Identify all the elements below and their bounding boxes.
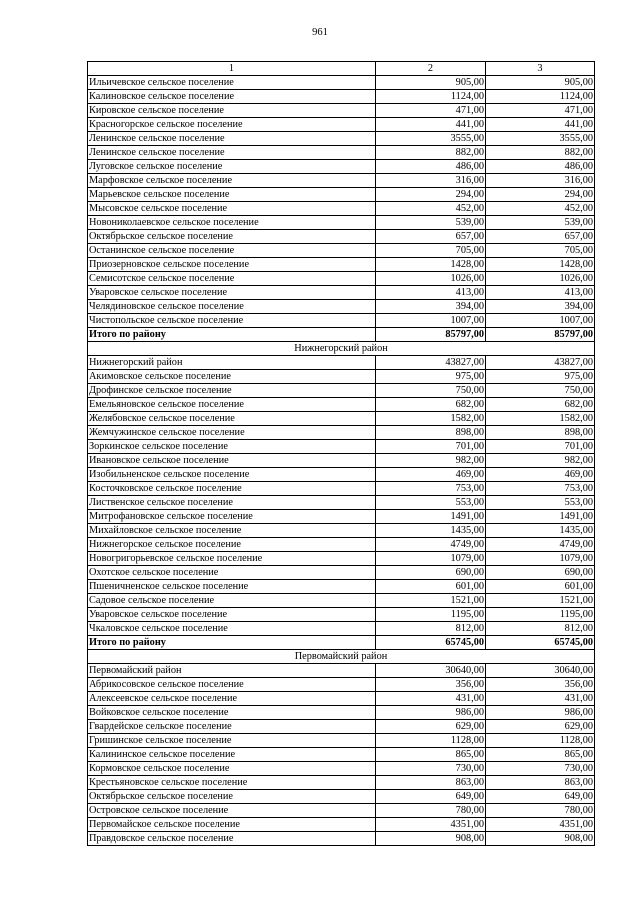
value-col-2: 982,00 bbox=[376, 454, 486, 468]
value-col-3: 705,00 bbox=[486, 244, 595, 258]
value-col-2: 1124,00 bbox=[376, 90, 486, 104]
table-row bbox=[88, 244, 595, 258]
value-col-3: 1079,00 bbox=[486, 552, 595, 566]
value-col-2: 43827,00 bbox=[376, 356, 486, 370]
table-body bbox=[88, 62, 595, 846]
settlement-name: Кировское сельское поселение bbox=[88, 104, 376, 118]
value-col-2: 1026,00 bbox=[376, 272, 486, 286]
value-col-2: 1435,00 bbox=[376, 524, 486, 538]
value-col-3: 4749,00 bbox=[486, 538, 595, 552]
value-col-3: 452,00 bbox=[486, 202, 595, 216]
value-col-3: 1195,00 bbox=[486, 608, 595, 622]
value-col-3: 431,00 bbox=[486, 692, 595, 706]
settlement-name: Ленинское сельское поселение bbox=[88, 146, 376, 160]
table-row bbox=[88, 230, 595, 244]
value-col-3: 898,00 bbox=[486, 426, 595, 440]
value-col-2: 471,00 bbox=[376, 104, 486, 118]
table-row bbox=[88, 146, 595, 160]
settlement-name: Ильичевское сельское поселение bbox=[88, 76, 376, 90]
value-col-2: 3555,00 bbox=[376, 132, 486, 146]
settlement-name: Ленинское сельское поселение bbox=[88, 132, 376, 146]
settlement-name: Чкаловское сельское поселение bbox=[88, 622, 376, 636]
table-row bbox=[88, 776, 595, 790]
value-col-3: 85797,00 bbox=[486, 328, 595, 342]
value-col-2: 701,00 bbox=[376, 440, 486, 454]
value-col-3: 1128,00 bbox=[486, 734, 595, 748]
value-col-3: 441,00 bbox=[486, 118, 595, 132]
value-col-2: 553,00 bbox=[376, 496, 486, 510]
value-col-2: 30640,00 bbox=[376, 664, 486, 678]
table-row bbox=[88, 272, 595, 286]
value-col-2: 1521,00 bbox=[376, 594, 486, 608]
settlement-name: Уваровское сельское поселение bbox=[88, 608, 376, 622]
value-col-3: 730,00 bbox=[486, 762, 595, 776]
table-row bbox=[88, 496, 595, 510]
settlement-name: Ивановское сельское поселение bbox=[88, 454, 376, 468]
table-row bbox=[88, 762, 595, 776]
value-col-3: 65745,00 bbox=[486, 636, 595, 650]
table-row bbox=[88, 174, 595, 188]
table-row bbox=[88, 216, 595, 230]
value-col-3: 1491,00 bbox=[486, 510, 595, 524]
value-col-2: 908,00 bbox=[376, 832, 486, 846]
value-col-2: 812,00 bbox=[376, 622, 486, 636]
table-row bbox=[88, 202, 595, 216]
value-col-2: 905,00 bbox=[376, 76, 486, 90]
value-col-3: 629,00 bbox=[486, 720, 595, 734]
value-col-2: 730,00 bbox=[376, 762, 486, 776]
value-col-3: 753,00 bbox=[486, 482, 595, 496]
value-col-3: 486,00 bbox=[486, 160, 595, 174]
value-col-3: 316,00 bbox=[486, 174, 595, 188]
table-row bbox=[88, 104, 595, 118]
table-row bbox=[88, 118, 595, 132]
table-row bbox=[88, 188, 595, 202]
settlement-name: Новогригорьевское сельское поселение bbox=[88, 552, 376, 566]
settlement-name: Октябрьское сельское поселение bbox=[88, 230, 376, 244]
settlement-name: Луговское сельское поселение bbox=[88, 160, 376, 174]
value-col-2: 705,00 bbox=[376, 244, 486, 258]
table-row bbox=[88, 300, 595, 314]
settlement-name: Уваровское сельское поселение bbox=[88, 286, 376, 300]
budget-table bbox=[87, 61, 595, 846]
section-row bbox=[88, 650, 595, 664]
value-col-2: 629,00 bbox=[376, 720, 486, 734]
value-col-2: 780,00 bbox=[376, 804, 486, 818]
page-number: 961 bbox=[312, 27, 328, 38]
table-row bbox=[88, 580, 595, 594]
settlement-name: Калининское сельское поселение bbox=[88, 748, 376, 762]
table-row bbox=[88, 384, 595, 398]
settlement-name: Желябовское сельское поселение bbox=[88, 412, 376, 426]
value-col-3: 812,00 bbox=[486, 622, 595, 636]
table-row bbox=[88, 510, 595, 524]
table-row bbox=[88, 720, 595, 734]
settlement-name: Зоркинское сельское поселение bbox=[88, 440, 376, 454]
table-row bbox=[88, 734, 595, 748]
value-col-3: 294,00 bbox=[486, 188, 595, 202]
header-row bbox=[88, 62, 595, 76]
table-row bbox=[88, 748, 595, 762]
value-col-2: 1428,00 bbox=[376, 258, 486, 272]
settlement-name: Дрофинское сельское поселение bbox=[88, 384, 376, 398]
value-col-2: 863,00 bbox=[376, 776, 486, 790]
value-col-3: 975,00 bbox=[486, 370, 595, 384]
value-col-3: 601,00 bbox=[486, 580, 595, 594]
value-col-2: 469,00 bbox=[376, 468, 486, 482]
table-row bbox=[88, 440, 595, 454]
value-col-2: 657,00 bbox=[376, 230, 486, 244]
table-row bbox=[88, 398, 595, 412]
settlement-name: Октябрьское сельское поселение bbox=[88, 790, 376, 804]
value-col-3: 553,00 bbox=[486, 496, 595, 510]
settlement-name: Митрофановское сельское поселение bbox=[88, 510, 376, 524]
table-row bbox=[88, 706, 595, 720]
value-col-3: 657,00 bbox=[486, 230, 595, 244]
settlement-name: Акимовское сельское поселение bbox=[88, 370, 376, 384]
settlement-name: Первомайский район bbox=[88, 664, 376, 678]
settlement-name: Изобильненское сельское поселение bbox=[88, 468, 376, 482]
table-row bbox=[88, 76, 595, 90]
header-col-3: 3 bbox=[486, 62, 595, 76]
settlement-name: Чистопольское сельское поселение bbox=[88, 314, 376, 328]
value-col-2: 1079,00 bbox=[376, 552, 486, 566]
table-row bbox=[88, 412, 595, 426]
value-col-2: 452,00 bbox=[376, 202, 486, 216]
value-col-2: 1007,00 bbox=[376, 314, 486, 328]
value-col-3: 1521,00 bbox=[486, 594, 595, 608]
table-row bbox=[88, 678, 595, 692]
table-row bbox=[88, 692, 595, 706]
settlement-name: Лиственское сельское поселение bbox=[88, 496, 376, 510]
table-row bbox=[88, 160, 595, 174]
table-row bbox=[88, 468, 595, 482]
table-row bbox=[88, 790, 595, 804]
value-col-2: 750,00 bbox=[376, 384, 486, 398]
table-row bbox=[88, 132, 595, 146]
value-col-3: 701,00 bbox=[486, 440, 595, 454]
value-col-2: 1195,00 bbox=[376, 608, 486, 622]
value-col-2: 753,00 bbox=[376, 482, 486, 496]
header-col-2: 2 bbox=[376, 62, 486, 76]
settlement-name: Нижнегорское сельское поселение bbox=[88, 538, 376, 552]
value-col-2: 356,00 bbox=[376, 678, 486, 692]
settlement-name: Садовое сельское поселение bbox=[88, 594, 376, 608]
value-col-3: 43827,00 bbox=[486, 356, 595, 370]
settlement-name: Новониколаевское сельское поселение bbox=[88, 216, 376, 230]
value-col-2: 4351,00 bbox=[376, 818, 486, 832]
value-col-2: 1582,00 bbox=[376, 412, 486, 426]
total-row bbox=[88, 328, 595, 342]
settlement-name: Войковское сельское поселение bbox=[88, 706, 376, 720]
settlement-name: Останинское сельское поселение bbox=[88, 244, 376, 258]
table-row bbox=[88, 664, 595, 678]
table-row bbox=[88, 426, 595, 440]
table-row bbox=[88, 90, 595, 104]
table-row bbox=[88, 370, 595, 384]
table-row bbox=[88, 818, 595, 832]
settlement-name: Челядиновское сельское поселение bbox=[88, 300, 376, 314]
settlement-name: Абрикосовское сельское поселение bbox=[88, 678, 376, 692]
table-row bbox=[88, 566, 595, 580]
value-col-3: 539,00 bbox=[486, 216, 595, 230]
value-col-2: 601,00 bbox=[376, 580, 486, 594]
settlement-name: Семисотское сельское поселение bbox=[88, 272, 376, 286]
settlement-name: Марьевское сельское поселение bbox=[88, 188, 376, 202]
value-col-2: 1128,00 bbox=[376, 734, 486, 748]
value-col-3: 413,00 bbox=[486, 286, 595, 300]
value-col-2: 316,00 bbox=[376, 174, 486, 188]
value-col-2: 486,00 bbox=[376, 160, 486, 174]
value-col-2: 394,00 bbox=[376, 300, 486, 314]
value-col-3: 471,00 bbox=[486, 104, 595, 118]
settlement-name: Емельяновское сельское поселение bbox=[88, 398, 376, 412]
section-row bbox=[88, 342, 595, 356]
value-col-3: 394,00 bbox=[486, 300, 595, 314]
section-title: Нижнегорский район bbox=[88, 342, 595, 356]
table-row bbox=[88, 608, 595, 622]
total-row bbox=[88, 636, 595, 650]
value-col-3: 1124,00 bbox=[486, 90, 595, 104]
value-col-2: 1491,00 bbox=[376, 510, 486, 524]
value-col-2: 682,00 bbox=[376, 398, 486, 412]
value-col-3: 982,00 bbox=[486, 454, 595, 468]
value-col-3: 4351,00 bbox=[486, 818, 595, 832]
settlement-name: Косточковское сельское поселение bbox=[88, 482, 376, 496]
value-col-3: 356,00 bbox=[486, 678, 595, 692]
settlement-name: Алексеевское сельское поселение bbox=[88, 692, 376, 706]
settlement-name: Итого по району bbox=[88, 636, 376, 650]
table-row bbox=[88, 832, 595, 846]
value-col-3: 780,00 bbox=[486, 804, 595, 818]
value-col-2: 4749,00 bbox=[376, 538, 486, 552]
value-col-3: 30640,00 bbox=[486, 664, 595, 678]
settlement-name: Пшеничненское сельское поселение bbox=[88, 580, 376, 594]
value-col-3: 882,00 bbox=[486, 146, 595, 160]
table-row bbox=[88, 524, 595, 538]
value-col-3: 905,00 bbox=[486, 76, 595, 90]
table-row bbox=[88, 356, 595, 370]
value-col-3: 986,00 bbox=[486, 706, 595, 720]
value-col-3: 1582,00 bbox=[486, 412, 595, 426]
value-col-2: 413,00 bbox=[376, 286, 486, 300]
header-col-1: 1 bbox=[88, 62, 376, 76]
value-col-2: 65745,00 bbox=[376, 636, 486, 650]
table-row bbox=[88, 286, 595, 300]
value-col-3: 865,00 bbox=[486, 748, 595, 762]
table-row bbox=[88, 622, 595, 636]
value-col-2: 975,00 bbox=[376, 370, 486, 384]
value-col-2: 441,00 bbox=[376, 118, 486, 132]
value-col-2: 865,00 bbox=[376, 748, 486, 762]
table-row bbox=[88, 314, 595, 328]
settlement-name: Охотское сельское поселение bbox=[88, 566, 376, 580]
settlement-name: Крестьяновское сельское поселение bbox=[88, 776, 376, 790]
table-row bbox=[88, 594, 595, 608]
table-row bbox=[88, 258, 595, 272]
value-col-2: 539,00 bbox=[376, 216, 486, 230]
value-col-3: 469,00 bbox=[486, 468, 595, 482]
value-col-2: 986,00 bbox=[376, 706, 486, 720]
settlement-name: Мысовское сельское поселение bbox=[88, 202, 376, 216]
settlement-name: Гришинское сельское поселение bbox=[88, 734, 376, 748]
value-col-2: 898,00 bbox=[376, 426, 486, 440]
settlement-name: Калиновское сельское поселение bbox=[88, 90, 376, 104]
settlement-name: Островское сельское поселение bbox=[88, 804, 376, 818]
value-col-3: 682,00 bbox=[486, 398, 595, 412]
settlement-name: Марфовское сельское поселение bbox=[88, 174, 376, 188]
value-col-3: 908,00 bbox=[486, 832, 595, 846]
value-col-2: 882,00 bbox=[376, 146, 486, 160]
value-col-2: 649,00 bbox=[376, 790, 486, 804]
value-col-2: 690,00 bbox=[376, 566, 486, 580]
value-col-2: 85797,00 bbox=[376, 328, 486, 342]
table-row bbox=[88, 804, 595, 818]
value-col-3: 863,00 bbox=[486, 776, 595, 790]
settlement-name: Кормовское сельское поселение bbox=[88, 762, 376, 776]
table-row bbox=[88, 454, 595, 468]
value-col-3: 690,00 bbox=[486, 566, 595, 580]
settlement-name: Правдовское сельское поселение bbox=[88, 832, 376, 846]
settlement-name: Михайловское сельское поселение bbox=[88, 524, 376, 538]
table-row bbox=[88, 482, 595, 496]
value-col-3: 3555,00 bbox=[486, 132, 595, 146]
section-title: Первомайский район bbox=[88, 650, 595, 664]
settlement-name: Приозерновское сельское поселение bbox=[88, 258, 376, 272]
value-col-3: 1435,00 bbox=[486, 524, 595, 538]
value-col-2: 431,00 bbox=[376, 692, 486, 706]
value-col-3: 1428,00 bbox=[486, 258, 595, 272]
value-col-3: 750,00 bbox=[486, 384, 595, 398]
value-col-3: 1007,00 bbox=[486, 314, 595, 328]
value-col-3: 649,00 bbox=[486, 790, 595, 804]
table-row bbox=[88, 552, 595, 566]
settlement-name: Итого по району bbox=[88, 328, 376, 342]
settlement-name: Жемчужинское сельское поселение bbox=[88, 426, 376, 440]
settlement-name: Красногорское сельское поселение bbox=[88, 118, 376, 132]
settlement-name: Нижнегорский район bbox=[88, 356, 376, 370]
value-col-3: 1026,00 bbox=[486, 272, 595, 286]
settlement-name: Гвардейское сельское поселение bbox=[88, 720, 376, 734]
table-row bbox=[88, 538, 595, 552]
settlement-name: Первомайское сельское поселение bbox=[88, 818, 376, 832]
value-col-2: 294,00 bbox=[376, 188, 486, 202]
